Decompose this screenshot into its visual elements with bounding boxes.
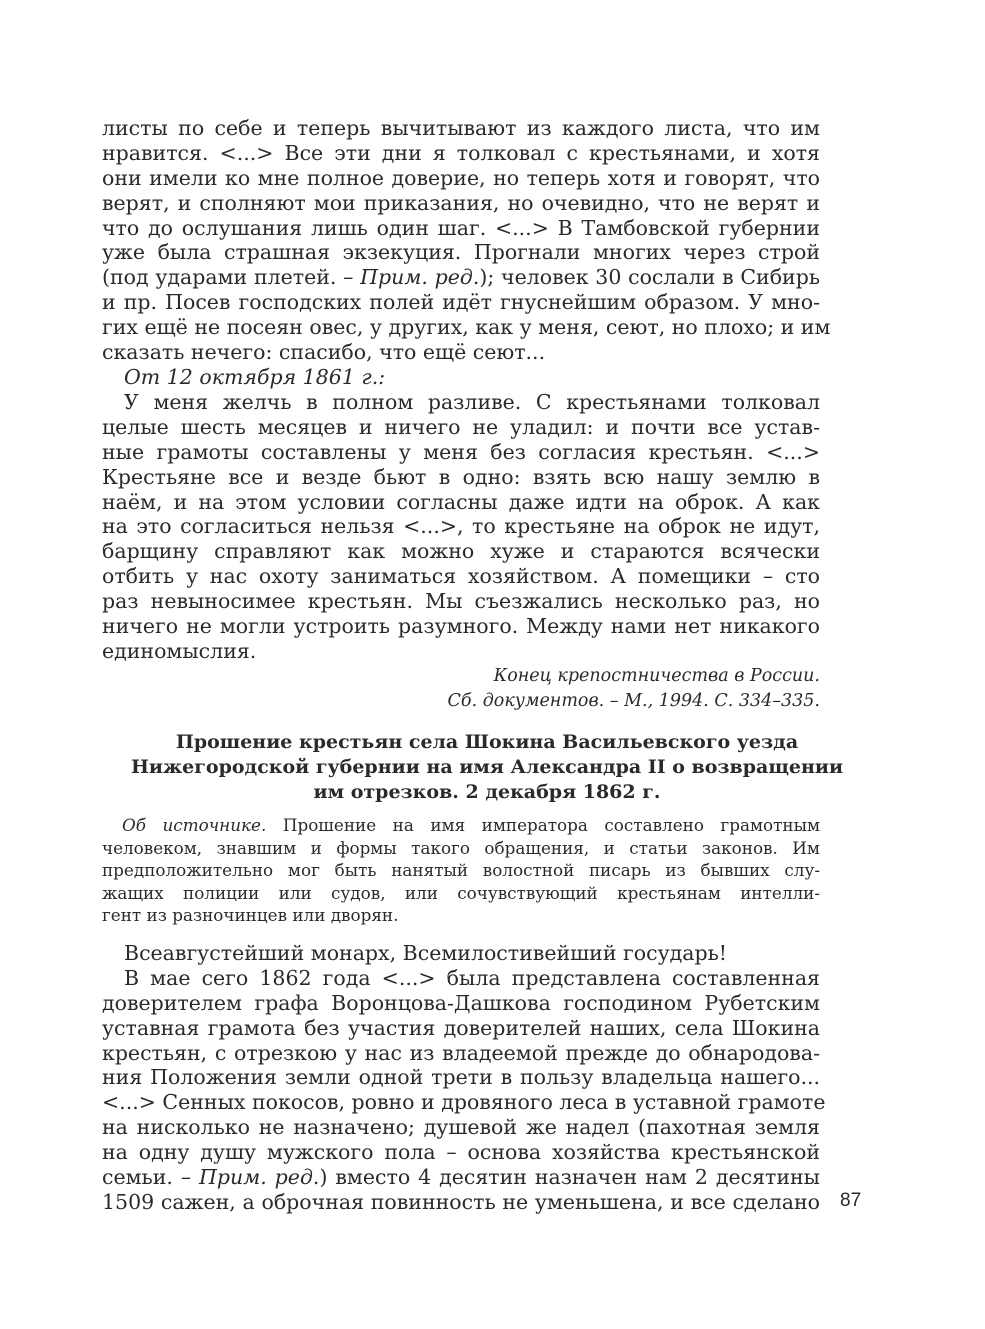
citation-line: Конец крепостничества в России. bbox=[493, 666, 820, 686]
text-line: (под ударами плетей. – Прим. ред.); человек 30 сослали в Сибирь bbox=[102, 265, 820, 290]
text-line: единомыслия. bbox=[102, 638, 257, 663]
text-line: ничего не могли устроить разумного. Между нами нет никакого bbox=[102, 614, 820, 639]
text-line: они имели ко мне полное доверие, но теперь хотя и говорят, что bbox=[102, 165, 820, 190]
text-line: барщину справляют как можно хуже и стараются всячески bbox=[102, 539, 820, 564]
text-line: гент из разночинцев или дворян. bbox=[102, 905, 399, 926]
heading-line: Прошение крестьян села Шокина Васильевского уезда bbox=[175, 731, 799, 753]
text-line: что до ослушания лишь один шаг. <...> В Тамбовской губернии bbox=[102, 215, 820, 240]
text-line: целые шесть месяцев и ничего не уладил: и почти все устав- bbox=[102, 414, 820, 439]
text-line: на это согласиться нельзя <...>, то крестьяне на оброк не идут, bbox=[102, 514, 820, 539]
section-heading bbox=[102, 730, 872, 805]
text-line: сказать нечего: спасибо, что ещё сеют... bbox=[102, 340, 546, 365]
note-label: Об источнике. bbox=[122, 815, 267, 835]
text-line: верят, и сполняют мои приказания, но очевидно, что не верят и bbox=[102, 190, 820, 215]
text-line: 1509 сажен, а оброчная повинность не уменьшена, и все сделано bbox=[102, 1189, 820, 1214]
text-line: семьи. – Прим. ред.) вместо 4 десятин назначен нам 2 десятины bbox=[102, 1165, 820, 1190]
petition-text bbox=[102, 941, 826, 1215]
heading-line: им отрезков. 2 декабря 1862 г. bbox=[313, 781, 661, 803]
text-line: уже была страшная экзекуция. Прогнали многих через строй bbox=[102, 240, 820, 265]
text-line: ные грамоты составлены у меня без согласия крестьян. <...> bbox=[102, 439, 820, 464]
text-line: на одну душу мужского пола – основа хозяйства крестьянской bbox=[102, 1140, 820, 1165]
text-line: ния Положения земли одной трети в пользу владельца нашего... bbox=[102, 1065, 820, 1090]
text-line: уставная грамота без участия доверителей наших, села Шокина bbox=[102, 1015, 820, 1040]
text-line: <...> Сенных покосов, ровно и дровяного леса в уставной грамоте bbox=[102, 1090, 826, 1115]
text-line: У меня желчь в полном разливе. С крестьянами толковал bbox=[124, 390, 820, 414]
text-line: раз невыносимее крестьян. Мы съезжались несколько раз, но bbox=[102, 589, 820, 614]
text-line: нравится. <...> Все эти дни я толковал с крестьянами, и хотя bbox=[102, 140, 820, 165]
text-line: жащих полиции или судов, или сочувствующий крестьянам интелли- bbox=[102, 882, 820, 903]
heading-line: Нижегородской губернии на имя Александра II о возвращении bbox=[130, 756, 844, 778]
source-citation bbox=[102, 664, 820, 714]
paragraph-continuation bbox=[102, 116, 831, 390]
text-line: отбить у нас охоту заниматься хозяйством. А помещики – сто bbox=[102, 564, 820, 589]
text-line: крестьян, с отрезкою у нас из владеемой прежде до обнародова- bbox=[102, 1040, 820, 1065]
page-number: 87 bbox=[840, 1190, 862, 1211]
text-line: доверителем графа Воронцова-Дашкова господином Рубетским bbox=[102, 990, 820, 1015]
text-line: человеком, знавшим и формы такого обращения, и статьи законов. Им bbox=[102, 837, 820, 858]
salutation: Всеавгустейший монарх, Всемилостивейший государь! bbox=[124, 941, 728, 965]
text-line: В мае сего 1862 года <...> была представлена составленная bbox=[124, 965, 820, 990]
source-note bbox=[102, 814, 821, 927]
editor-note: Прим. ред. bbox=[199, 1165, 320, 1190]
paragraph-letter bbox=[102, 390, 820, 664]
text-line: предположительно мог быть нанятый волостной писарь из бывших слу- bbox=[102, 860, 820, 881]
editor-note: Прим. ред. bbox=[360, 265, 480, 290]
letter-date: От 12 октября 1861 г.: bbox=[124, 364, 386, 389]
text-line: Крестьяне все и везде бьют в одно: взять всю нашу землю в bbox=[102, 464, 820, 489]
text-line: листы по себе и теперь вычитывают из каждого листа, что им bbox=[102, 116, 820, 140]
text-line: наём, и на этом условии согласны даже идти на оброк. А как bbox=[102, 489, 820, 514]
text-line: Об источнике. Прошение на имя императора составлено грамотным bbox=[122, 815, 821, 835]
text-line: гих ещё не посеян овес, у других, как у меня, сеют, но плохо; и им bbox=[102, 315, 831, 340]
text-line: и пр. Посев господских полей идёт гнуснейшим образом. У мно- bbox=[102, 290, 820, 315]
citation-line: Сб. документов. – М., 1994. С. 334–335. bbox=[447, 691, 820, 711]
text-line: на нисколько не назначено; душевой же надел (пахотная земля bbox=[102, 1115, 820, 1140]
